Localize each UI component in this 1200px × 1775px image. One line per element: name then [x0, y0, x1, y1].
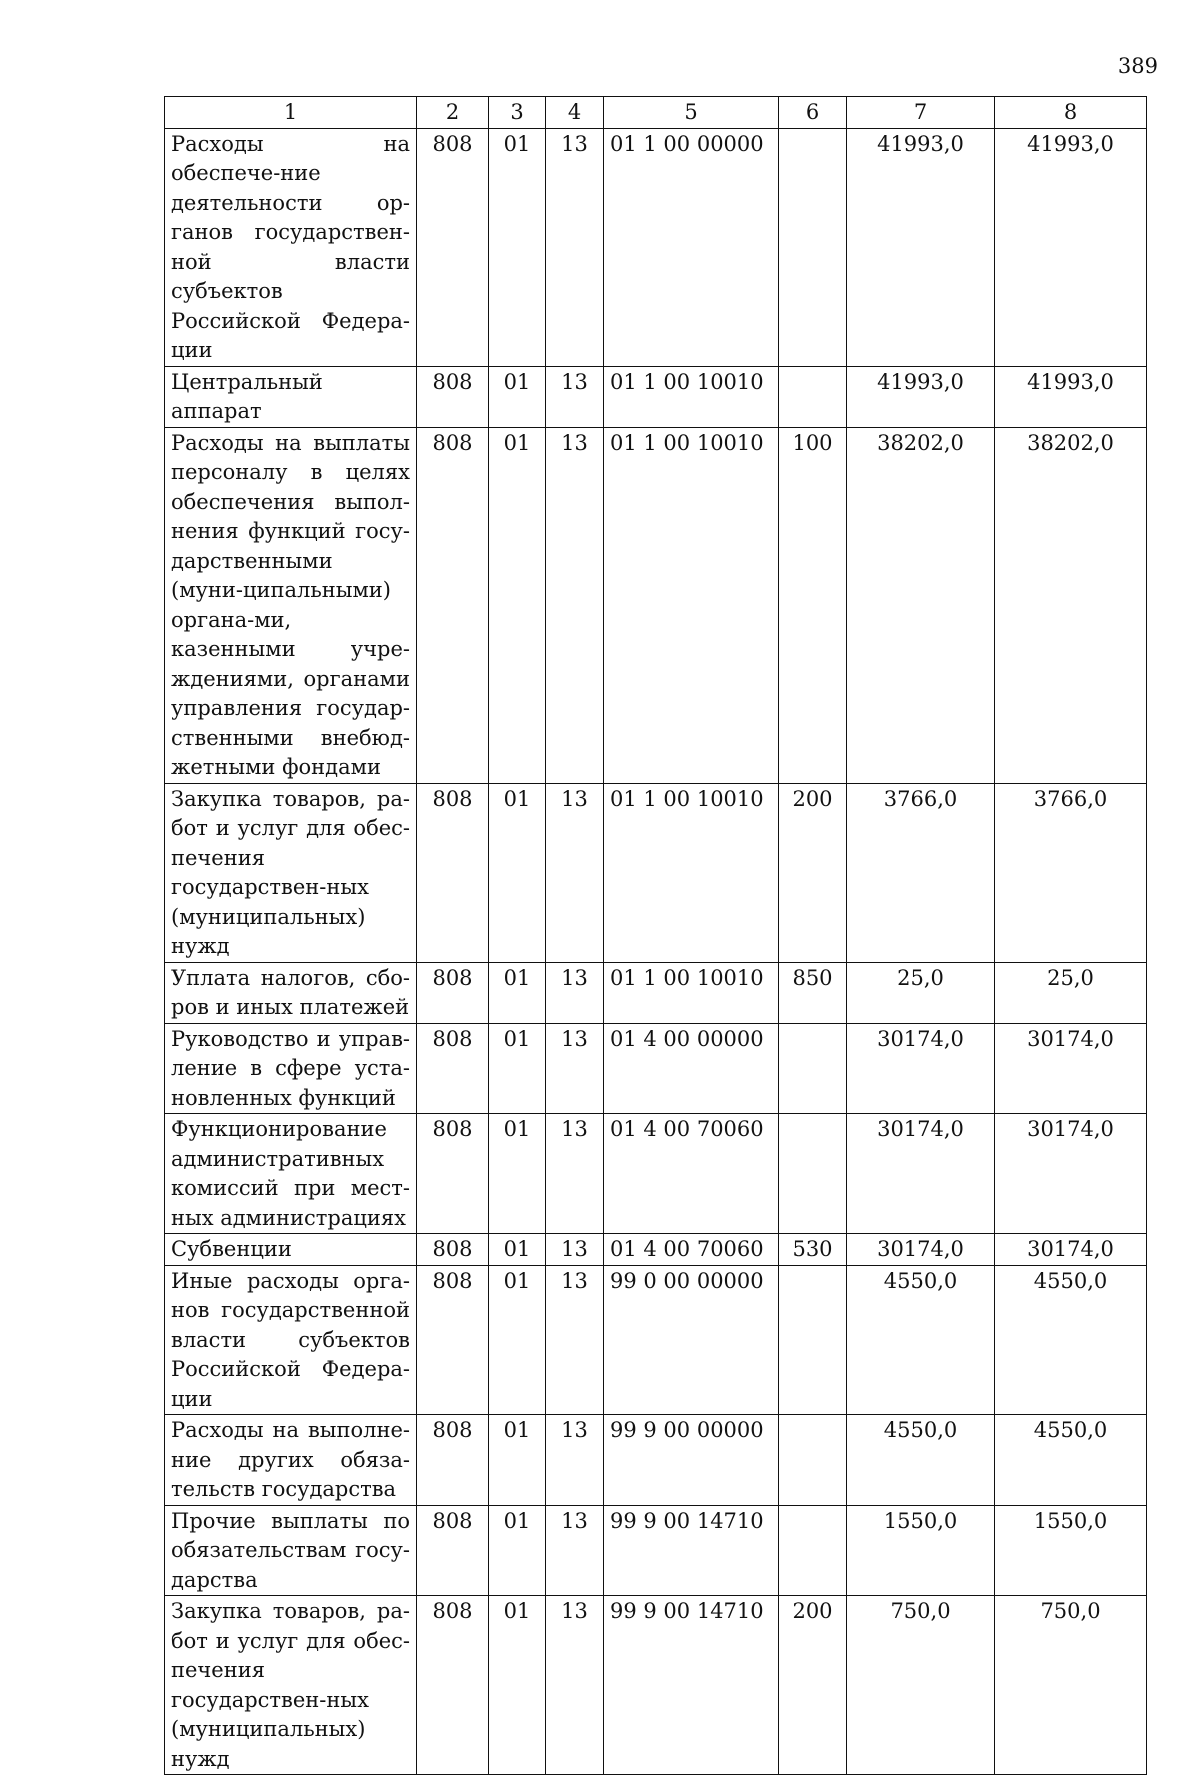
rz-cell: 01	[489, 1114, 546, 1234]
csr-cell: 01 1 00 10010	[604, 366, 779, 427]
column-header: 2	[417, 97, 489, 129]
sum-cell: 30174,0	[995, 1114, 1147, 1234]
csr-cell: 01 1 00 10010	[604, 962, 779, 1023]
pr-cell: 13	[546, 962, 604, 1023]
vr-cell	[779, 1265, 847, 1415]
sum-cell: 750,0	[995, 1596, 1147, 1775]
row-name-cell: Субвенции	[165, 1234, 417, 1266]
header-row	[165, 97, 1147, 129]
ved-cell: 808	[417, 128, 489, 366]
sum-cell: 30174,0	[995, 1023, 1147, 1114]
sum-cell: 25,0	[847, 962, 995, 1023]
column-header: 7	[847, 97, 995, 129]
pr-cell: 13	[546, 783, 604, 962]
row-name-cell: Расходы на выполне-ние других обяза-тельств государства	[165, 1415, 417, 1506]
rz-cell: 01	[489, 1505, 546, 1596]
pr-cell: 13	[546, 1505, 604, 1596]
sum-cell: 30174,0	[847, 1023, 995, 1114]
sum-cell: 25,0	[995, 962, 1147, 1023]
sum-cell: 41993,0	[847, 366, 995, 427]
pr-cell: 13	[546, 128, 604, 366]
rz-cell: 01	[489, 1023, 546, 1114]
ved-cell: 808	[417, 427, 489, 783]
column-header: 3	[489, 97, 546, 129]
csr-cell: 01 4 00 70060	[604, 1234, 779, 1266]
sum-cell: 38202,0	[995, 427, 1147, 783]
pr-cell: 13	[546, 1596, 604, 1775]
sum-cell: 41993,0	[995, 128, 1147, 366]
sum-cell: 41993,0	[995, 366, 1147, 427]
sum-cell: 4550,0	[847, 1265, 995, 1415]
csr-cell: 01 4 00 00000	[604, 1023, 779, 1114]
row-name-cell: Уплата налогов, сбо-ров и иных платежей	[165, 962, 417, 1023]
ved-cell: 808	[417, 1415, 489, 1506]
table-row	[165, 783, 1147, 962]
table-row	[165, 128, 1147, 366]
row-name-cell: Центральный аппарат	[165, 366, 417, 427]
row-name-cell: Расходы на обеспече-ние деятельности ор-ганов государствен-ной власти субъектов Российской Федера-ции	[165, 128, 417, 366]
csr-cell: 99 9 00 14710	[604, 1596, 779, 1775]
sum-cell: 4550,0	[995, 1265, 1147, 1415]
sum-cell: 3766,0	[995, 783, 1147, 962]
vr-cell: 850	[779, 962, 847, 1023]
table-row	[165, 1023, 1147, 1114]
sum-cell: 3766,0	[847, 783, 995, 962]
sum-cell: 4550,0	[847, 1415, 995, 1506]
column-header: 6	[779, 97, 847, 129]
page-number: 389	[1117, 54, 1158, 78]
row-name-cell: Функционирование административных комиссий при мест-ных администрациях	[165, 1114, 417, 1234]
csr-cell: 01 1 00 10010	[604, 783, 779, 962]
ved-cell: 808	[417, 1596, 489, 1775]
column-header: 1	[165, 97, 417, 129]
budget-table	[164, 96, 1147, 1775]
pr-cell: 13	[546, 1234, 604, 1266]
table-row	[165, 1265, 1147, 1415]
rz-cell: 01	[489, 427, 546, 783]
vr-cell	[779, 1114, 847, 1234]
pr-cell: 13	[546, 1023, 604, 1114]
csr-cell: 99 9 00 14710	[604, 1505, 779, 1596]
column-header: 8	[995, 97, 1147, 129]
rz-cell: 01	[489, 1265, 546, 1415]
rz-cell: 01	[489, 366, 546, 427]
csr-cell: 01 1 00 00000	[604, 128, 779, 366]
vr-cell: 530	[779, 1234, 847, 1266]
table-row	[165, 1596, 1147, 1775]
column-header: 4	[546, 97, 604, 129]
ved-cell: 808	[417, 1234, 489, 1266]
sum-cell: 4550,0	[995, 1415, 1147, 1506]
column-header: 5	[604, 97, 779, 129]
row-name-cell: Руководство и управ-ление в сфере уста-новленных функций	[165, 1023, 417, 1114]
sum-cell: 38202,0	[847, 427, 995, 783]
vr-cell	[779, 1415, 847, 1506]
vr-cell: 200	[779, 1596, 847, 1775]
csr-cell: 99 9 00 00000	[604, 1415, 779, 1506]
vr-cell: 100	[779, 427, 847, 783]
sum-cell: 30174,0	[847, 1114, 995, 1234]
csr-cell: 99 0 00 00000	[604, 1265, 779, 1415]
row-name-cell: Прочие выплаты по обязательствам госу-дарства	[165, 1505, 417, 1596]
sum-cell: 41993,0	[847, 128, 995, 366]
ved-cell: 808	[417, 366, 489, 427]
sum-cell: 1550,0	[847, 1505, 995, 1596]
pr-cell: 13	[546, 1415, 604, 1506]
sum-cell: 1550,0	[995, 1505, 1147, 1596]
rz-cell: 01	[489, 962, 546, 1023]
rz-cell: 01	[489, 1596, 546, 1775]
vr-cell	[779, 128, 847, 366]
table-row	[165, 1415, 1147, 1506]
row-name-cell: Закупка товаров, ра-бот и услуг для обес-печения государствен-ных (муниципальных) нужд	[165, 1596, 417, 1775]
sum-cell: 750,0	[847, 1596, 995, 1775]
sum-cell: 30174,0	[995, 1234, 1147, 1266]
ved-cell: 808	[417, 1265, 489, 1415]
ved-cell: 808	[417, 1114, 489, 1234]
row-name-cell: Закупка товаров, ра-бот и услуг для обес-печения государствен-ных (муниципальных) нужд	[165, 783, 417, 962]
table-row	[165, 427, 1147, 783]
csr-cell: 01 4 00 70060	[604, 1114, 779, 1234]
row-name-cell: Иные расходы орга-нов государственной власти субъектов Российской Федера-ции	[165, 1265, 417, 1415]
table-row	[165, 1234, 1147, 1266]
pr-cell: 13	[546, 1114, 604, 1234]
rz-cell: 01	[489, 1234, 546, 1266]
csr-cell: 01 1 00 10010	[604, 427, 779, 783]
ved-cell: 808	[417, 1505, 489, 1596]
vr-cell	[779, 366, 847, 427]
pr-cell: 13	[546, 366, 604, 427]
rz-cell: 01	[489, 128, 546, 366]
row-name-cell: Расходы на выплаты персоналу в целях обеспечения выпол-нения функций госу-дарственными (муни-ципальными) органа-ми, казенными учре-ждениями, органами управления государ-ственными внебюд-жетными фондами	[165, 427, 417, 783]
ved-cell: 808	[417, 962, 489, 1023]
vr-cell: 200	[779, 783, 847, 962]
rz-cell: 01	[489, 1415, 546, 1506]
ved-cell: 808	[417, 783, 489, 962]
vr-cell	[779, 1023, 847, 1114]
sum-cell: 30174,0	[847, 1234, 995, 1266]
pr-cell: 13	[546, 1265, 604, 1415]
table-row	[165, 366, 1147, 427]
pr-cell: 13	[546, 427, 604, 783]
rz-cell: 01	[489, 783, 546, 962]
table-row	[165, 962, 1147, 1023]
ved-cell: 808	[417, 1023, 489, 1114]
table-row	[165, 1114, 1147, 1234]
table-row	[165, 1505, 1147, 1596]
vr-cell	[779, 1505, 847, 1596]
